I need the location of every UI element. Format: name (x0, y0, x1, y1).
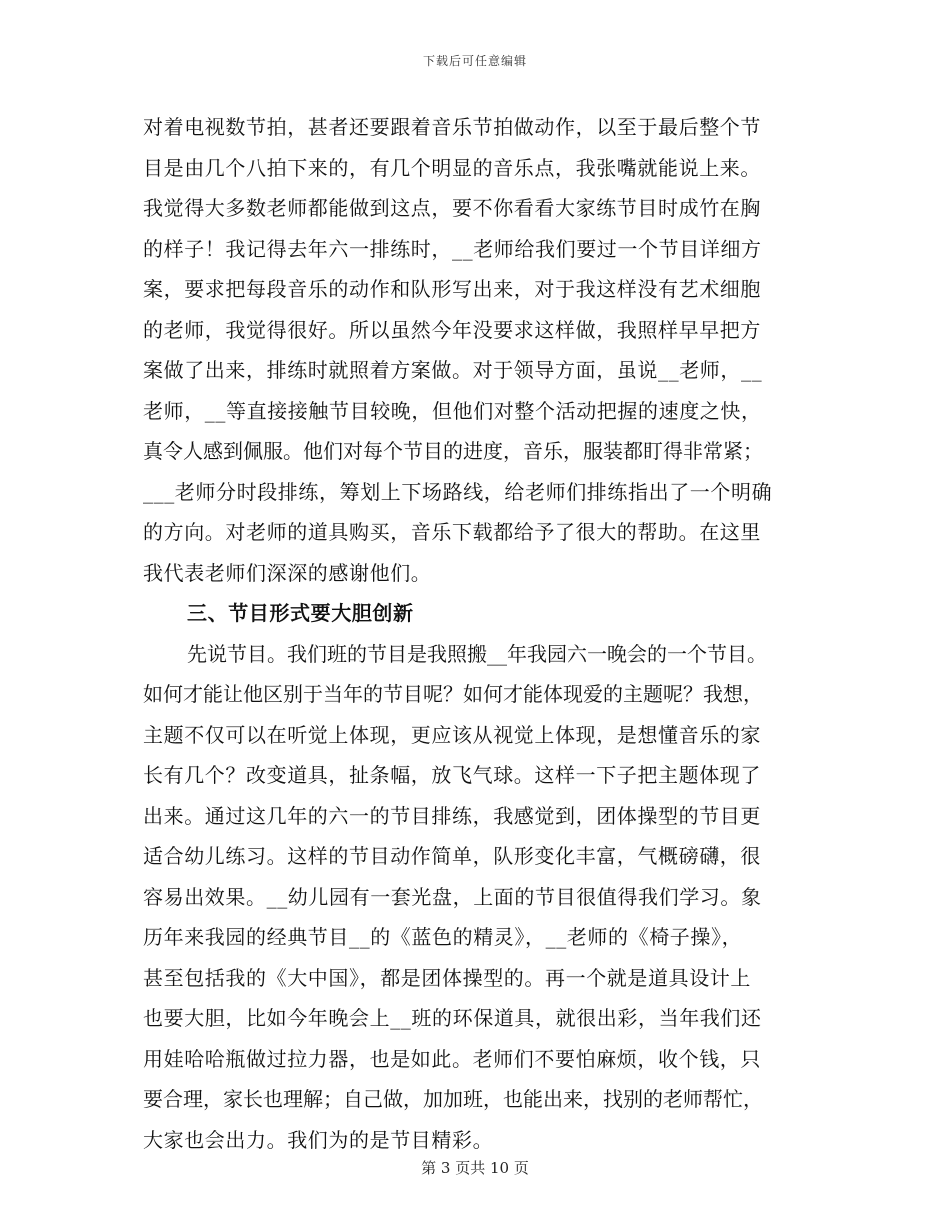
paragraph-line: 历年来我园的经典节目__的《蓝色的精灵》，__老师的《椅子操》， (143, 925, 743, 949)
page-header: 下载后可任意编辑 (422, 54, 527, 68)
paragraph-line: 要合理，家长也理解；自己做，加加班，也能出来，找别的老师帮忙， (143, 1087, 763, 1111)
paragraph-line: 如何才能让他区别于当年的节目呢？如何才能体现爱的主题呢？我想， (143, 682, 763, 706)
paragraph-line: 也要大胆，比如今年晚会上__班的环保道具，就很出彩，当年我们还 (143, 1006, 762, 1030)
page-footer: 第 3 页共 10 页 (421, 1159, 529, 1177)
paragraph-line: 我觉得大多数老师都能做到这点，要不你看看大家练节目时成竹在胸 (143, 196, 761, 220)
paragraph-line: 的样子！我记得去年六一排练时，__老师给我们要过一个节目详细方 (143, 236, 762, 261)
paragraph-line: 主题不仅可以在听觉上体现，更应该从视觉上体现，是想懂音乐的家 (143, 722, 761, 747)
paragraph-line: 真令人感到佩服。他们对每个节目的进度，音乐，服装都盯得非常紧； (143, 439, 763, 463)
paragraph-line: 先说节目。我们班的节目是我照搬__年我园六一晚会的一个节目。 (187, 641, 767, 666)
paragraph-line: 案，要求把每段音乐的动作和队形写出来，对于我这样没有艺术细胞 (143, 277, 761, 301)
paragraph-line: 大家也会出力。我们为的是节目精彩。 (143, 1127, 494, 1152)
document-body (143, 107, 815, 1160)
paragraph-line: 老师，__等直接接触节目较晚，但他们对整个活动把握的速度之快， (143, 398, 762, 423)
paragraph-line: 我代表老师们深深的感谢他们。 (143, 560, 432, 585)
paragraph-line: 用娃哈哈瓶做过拉力器，也是如此。老师们不要怕麻烦，收个钱，只 (143, 1046, 761, 1071)
paragraph-line: 容易出效果。__幼儿园有一套光盘，上面的节目很值得我们学习。象 (143, 884, 762, 909)
paragraph-line: 甚至包括我的《大中国》，都是团体操型的。再一个就是道具设计上 (143, 965, 751, 990)
paragraph-line: 的老师，我觉得很好。所以虽然今年没要求这样做，我照样早早把方 (143, 317, 761, 342)
paragraph-line: ___老师分时段排练，筹划上下场路线，给老师们排练指出了一个明确 (143, 479, 773, 504)
paragraph-line: 出来。通过这几年的六一的节目排练，我感觉到，团体操型的节目更 (143, 803, 761, 828)
section-heading: 三、节目形式要大胆创新 (187, 601, 414, 625)
paragraph-line: 案做了出来，排练时就照着方案做。对于领导方面，虽说__老师，__ (143, 358, 763, 382)
paragraph-line: 适合幼儿练习。这样的节目动作简单，队形变化丰富，气概磅礴，很 (143, 844, 761, 868)
paragraph-line: 的方向。对老师的道具购买，音乐下载都给予了很大的帮助。在这里 (143, 520, 761, 544)
paragraph-line: 长有几个？改变道具，扯条幅，放飞气球。这样一下子把主题体现了 (143, 763, 761, 787)
paragraph-line: 目是由几个八拍下来的，有几个明显的音乐点，我张嘴就能说上来。 (143, 155, 761, 180)
paragraph-line: 对着电视数节拍，甚者还要跟着音乐节拍做动作，以至于最后整个节 (143, 115, 761, 139)
